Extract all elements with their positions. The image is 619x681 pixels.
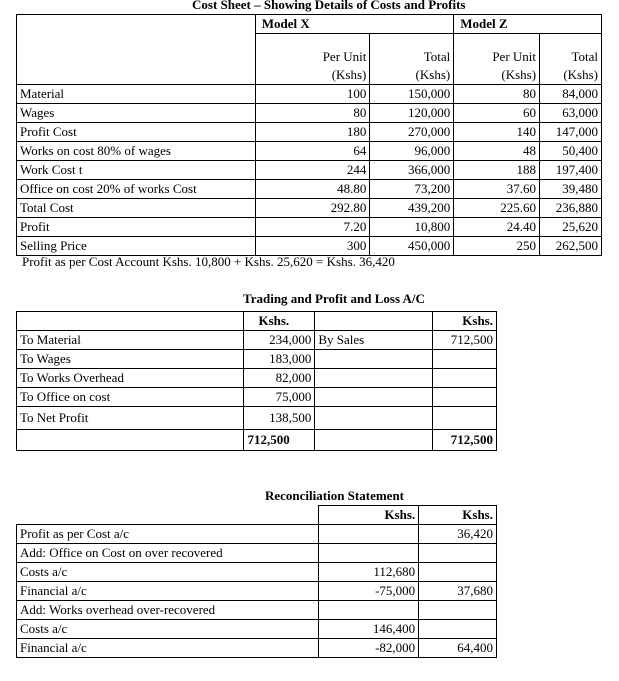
cost-row-label: Selling Price [17, 237, 256, 256]
z-per-unit-header: Per Unit (Kshs) [454, 48, 540, 85]
z-total-value: 197,400 [540, 161, 602, 180]
cost-sheet-title: Cost Sheet – Showing Details of Costs and Profits [192, 0, 466, 12]
recon-row-label: Financial a/c [17, 582, 319, 601]
trading-credit-amount: 712,500 [433, 331, 497, 350]
trading-header-row [17, 312, 497, 331]
trading-debit-kshs: Kshs. [244, 312, 315, 331]
recon-row [17, 544, 497, 563]
recon-amount-2: 37,680 [419, 582, 497, 601]
cost-row-label: Work Cost t [17, 161, 256, 180]
recon-row-label: Add: Works overhead over-recovered [17, 601, 319, 620]
x-total-value: 96,000 [370, 142, 454, 161]
x-per-unit-value: 7.20 [255, 218, 370, 237]
z-per-unit-value: 37.60 [454, 180, 540, 199]
x-per-unit-value: 64 [255, 142, 370, 161]
recon-row-label: Financial a/c [17, 639, 319, 658]
x-total-value: 150,000 [370, 85, 454, 104]
recon-row-label: Costs a/c [17, 563, 319, 582]
trading-debit-amount: 234,000 [244, 331, 315, 350]
recon-amount-2: 36,420 [419, 525, 497, 544]
trading-debit-label: To Net Profit [17, 407, 244, 430]
cost-row-label: Profit Cost [17, 123, 256, 142]
trading-row [17, 407, 497, 430]
cost-row [17, 218, 602, 237]
x-total-value: 10,800 [370, 218, 454, 237]
trading-table [16, 311, 497, 451]
recon-amount-1 [319, 544, 419, 563]
trading-debit-amount: 138,500 [244, 407, 315, 430]
z-per-unit-value: 48 [454, 142, 540, 161]
trading-credit-total: 712,500 [433, 430, 497, 451]
recon-row-label: Profit as per Cost a/c [17, 525, 319, 544]
recon-amount-2 [419, 544, 497, 563]
model-header-row [17, 15, 602, 34]
cost-row-label: Profit [17, 218, 256, 237]
model-z-header: Model Z [454, 15, 602, 34]
cost-row-label: Material [17, 85, 256, 104]
trading-row [17, 369, 497, 388]
trading-row [17, 350, 497, 369]
recon-kshs-2: Kshs. [419, 506, 497, 525]
x-per-unit-value: 48.80 [255, 180, 370, 199]
cost-row-label: Office on cost 20% of works Cost [17, 180, 256, 199]
trading-debit-label: To Works Overhead [17, 369, 244, 388]
recon-row-label: Add: Office on Cost on over recovered [17, 544, 319, 563]
trading-total-row [17, 430, 497, 451]
z-total-header: Total (Kshs) [540, 48, 602, 85]
cost-row [17, 85, 602, 104]
trading-debit-total: 712,500 [244, 430, 315, 451]
z-total-value: 63,000 [540, 104, 602, 123]
z-per-unit-value: 24.40 [454, 218, 540, 237]
trading-row [17, 388, 497, 407]
z-total-value: 84,000 [540, 85, 602, 104]
x-total-value: 366,000 [370, 161, 454, 180]
recon-amount-2 [419, 601, 497, 620]
cost-row [17, 199, 602, 218]
recon-amount-1 [319, 601, 419, 620]
trading-debit-label: To Office on cost [17, 388, 244, 407]
z-per-unit-value: 250 [454, 237, 540, 256]
z-total-value: 147,000 [540, 123, 602, 142]
cost-row-label: Total Cost [17, 199, 256, 218]
x-per-unit-value: 180 [255, 123, 370, 142]
z-per-unit-value: 140 [454, 123, 540, 142]
x-total-header: Total (Kshs) [370, 48, 454, 85]
recon-row-label: Costs a/c [17, 620, 319, 639]
trading-debit-amount: 82,000 [244, 369, 315, 388]
z-total-value: 25,620 [540, 218, 602, 237]
reconciliation-table [16, 505, 497, 658]
model-x-header: Model X [255, 15, 454, 34]
cost-row-label: Works on cost 80% of wages [17, 142, 256, 161]
trading-row [17, 331, 497, 350]
z-per-unit-value: 60 [454, 104, 540, 123]
z-total-value: 236,880 [540, 199, 602, 218]
cost-row [17, 180, 602, 199]
z-total-value: 39,480 [540, 180, 602, 199]
x-per-unit-header: Per Unit (Kshs) [255, 48, 370, 85]
cost-row-label: Wages [17, 104, 256, 123]
cost-row [17, 142, 602, 161]
trading-debit-label: To Wages [17, 350, 244, 369]
x-per-unit-value: 100 [255, 85, 370, 104]
recon-row [17, 639, 497, 658]
cost-row [17, 161, 602, 180]
x-total-value: 450,000 [370, 237, 454, 256]
x-total-value: 439,200 [370, 199, 454, 218]
recon-amount-1 [319, 525, 419, 544]
trading-debit-amount: 183,000 [244, 350, 315, 369]
recon-row [17, 525, 497, 544]
x-per-unit-value: 80 [255, 104, 370, 123]
x-per-unit-value: 244 [255, 161, 370, 180]
x-per-unit-value: 300 [255, 237, 370, 256]
recon-row [17, 620, 497, 639]
recon-row [17, 582, 497, 601]
recon-kshs-1: Kshs. [319, 506, 419, 525]
recon-header-row [17, 506, 497, 525]
z-total-value: 262,500 [540, 237, 602, 256]
x-total-value: 270,000 [370, 123, 454, 142]
blank-header-row [17, 34, 602, 49]
recon-amount-1: 112,680 [319, 563, 419, 582]
z-per-unit-value: 80 [454, 85, 540, 104]
recon-amount-1: -82,000 [319, 639, 419, 658]
trading-debit-label: To Material [17, 331, 244, 350]
cost-sheet-table [16, 14, 602, 256]
z-per-unit-value: 225.60 [454, 199, 540, 218]
trading-credit-label: By Sales [315, 331, 433, 350]
z-per-unit-value: 188 [454, 161, 540, 180]
x-total-value: 120,000 [370, 104, 454, 123]
recon-row [17, 601, 497, 620]
trading-credit-kshs: Kshs. [433, 312, 497, 331]
profit-note: Profit as per Cost Account Kshs. 10,800 + Kshs. 25,620 = Kshs. 36,420 [22, 254, 395, 269]
cost-row [17, 104, 602, 123]
z-total-value: 50,400 [540, 142, 602, 161]
reconciliation-title: Reconciliation Statement [265, 488, 405, 503]
recon-amount-2: 64,400 [419, 639, 497, 658]
column-header-row [17, 48, 602, 85]
cost-row [17, 237, 602, 256]
x-total-value: 73,200 [370, 180, 454, 199]
recon-amount-2 [419, 620, 497, 639]
cost-row [17, 123, 602, 142]
x-per-unit-value: 292.80 [255, 199, 370, 218]
recon-amount-1: 146,400 [319, 620, 419, 639]
recon-amount-2 [419, 563, 497, 582]
recon-amount-1: -75,000 [319, 582, 419, 601]
trading-title: Trading and Profit and Loss A/C [243, 291, 425, 306]
recon-row [17, 563, 497, 582]
trading-debit-amount: 75,000 [244, 388, 315, 407]
